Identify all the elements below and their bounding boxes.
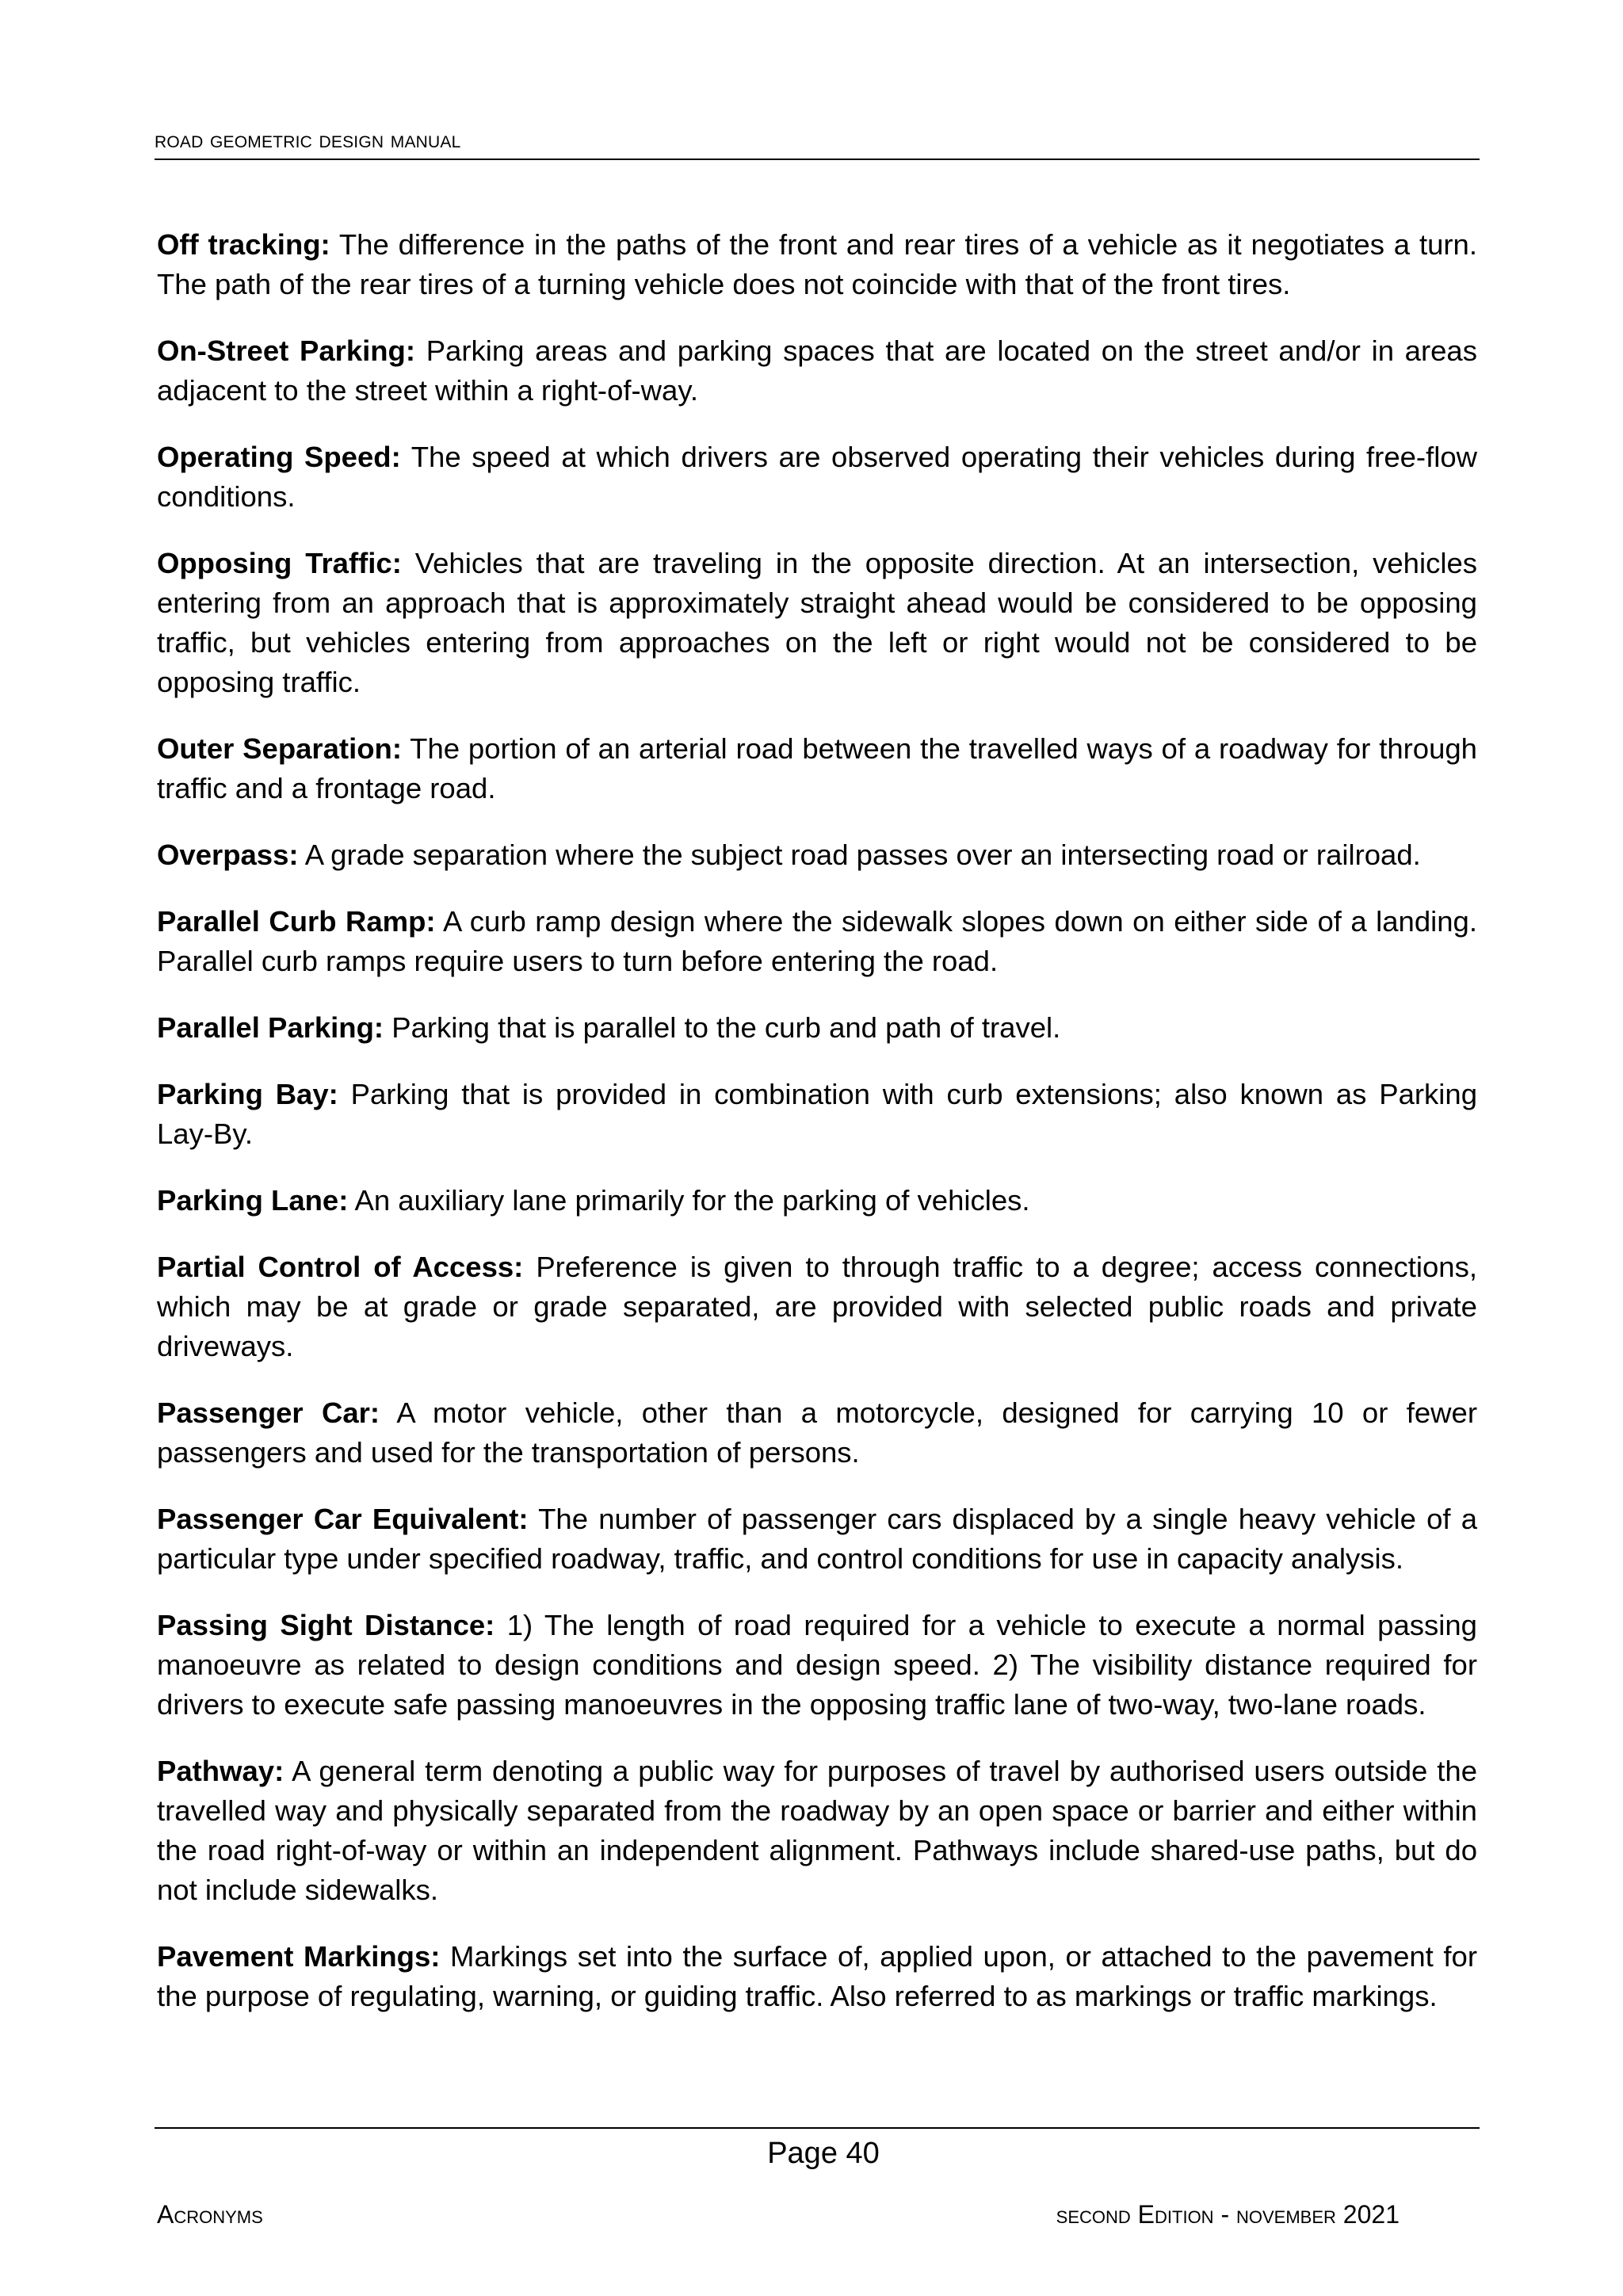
glossary-entry	[157, 1181, 1477, 1221]
glossary-definition: Vehicles that are traveling in the opposite direction. At an intersection, vehicles entering from an approach that is approximately straight ahead would be considered to be opposing traffic, but vehicles entering from approaches on the left or right would not be considered to be opposing traffic.	[157, 547, 1477, 698]
glossary-definition: A curb ramp design where the sidewalk slopes down on either side of a landing. Parallel curb ramps require users to turn before entering the road.	[157, 905, 1477, 977]
glossary-term: Parking Lane:	[157, 1184, 349, 1217]
glossary-definition: The portion of an arterial road between the travelled ways of a roadway for through traffic and a frontage road.	[157, 732, 1477, 804]
glossary-term: Opposing Traffic:	[157, 547, 402, 579]
glossary-definition: The speed at which drivers are observed operating their vehicles during free-flow conditions.	[157, 441, 1477, 513]
glossary-term: Passenger Car:	[157, 1396, 380, 1429]
glossary-definition: A grade separation where the subject road passes over an intersecting road or railroad.	[304, 839, 1421, 871]
glossary-term: Parking Bay:	[157, 1078, 338, 1110]
glossary-definition: A motor vehicle, other than a motorcycle, designed for carrying 10 or fewer passengers and used for the transportation of persons.	[157, 1396, 1477, 1469]
glossary-definition: Markings set into the surface of, applied upon, or attached to the pavement for the purpose of regulating, warning, or guiding traffic. Also referred to as markings or traffic markings.	[157, 1940, 1477, 2012]
glossary-entry	[157, 1247, 1477, 1366]
glossary-term: Outer Separation:	[157, 732, 402, 765]
glossary-term: Parallel Curb Ramp:	[157, 905, 436, 938]
glossary-entry	[157, 1937, 1477, 2016]
glossary-entry	[157, 1075, 1477, 1154]
glossary-entry	[157, 1606, 1477, 1725]
glossary-definition: Parking that is parallel to the curb and path of travel.	[391, 1011, 1061, 1044]
glossary-term: Overpass:	[157, 839, 299, 871]
glossary-entry	[157, 331, 1477, 411]
glossary-term: Passing Sight Distance:	[157, 1609, 495, 1641]
footer-section-label: Acronyms	[157, 2200, 263, 2229]
glossary-definition: Parking that is provided in combination with curb extensions; also known as Parking Lay-By.	[157, 1078, 1477, 1150]
glossary-entry	[157, 437, 1477, 517]
glossary-term: Off tracking:	[157, 228, 330, 261]
glossary-definition: An auxiliary lane primarily for the parking of vehicles.	[354, 1184, 1030, 1217]
page-number: Page 40	[767, 2137, 880, 2170]
glossary-entry	[157, 729, 1477, 808]
glossary-term: Operating Speed:	[157, 441, 401, 473]
glossary-definition: 1) The length of road required for a vehicle to execute a normal passing manoeuvre as related to design conditions and design speed. 2) The visibility distance required for drivers to execute safe passing manoeuvres in the opposing traffic lane of two-way, two-lane roads.	[157, 1609, 1477, 1721]
glossary-entry	[157, 835, 1477, 875]
glossary-term: Passenger Car Equivalent:	[157, 1503, 529, 1535]
glossary-term: Pavement Markings:	[157, 1940, 441, 1973]
glossary-term: Partial Control of Access:	[157, 1251, 524, 1283]
glossary-definition: A general term denoting a public way for purposes of travel by authorised users outside the travelled way and physically separated from the roadway by an open space or barrier and either within the road right-of-way or within an independent alignment. Pathways include shared-use paths, but do not include sidewalks.	[157, 1755, 1477, 1906]
glossary-definition: The number of passenger cars displaced by a single heavy vehicle of a particular type under specified roadway, traffic, and control conditions for use in capacity analysis.	[157, 1503, 1477, 1575]
glossary-entry	[157, 1393, 1477, 1473]
glossary-entry	[157, 1008, 1477, 1048]
glossary-definition: Parking areas and parking spaces that are located on the street and/or in areas adjacent to the street within a right-of-way.	[157, 334, 1477, 407]
running-header	[155, 127, 1480, 160]
glossary-content	[157, 225, 1477, 2043]
footer-edition-label: second Edition - november 2021	[1056, 2200, 1400, 2229]
glossary-entry	[157, 225, 1477, 304]
glossary-entry	[157, 902, 1477, 981]
glossary-definition: The difference in the paths of the front and rear tires of a vehicle as it negotiates a turn. The path of the rear tires of a turning vehicle does not coincide with that of the front tires.	[157, 228, 1477, 300]
footer-divider	[155, 2127, 1480, 2129]
header-title: road geometric design manual	[155, 127, 461, 153]
glossary-entry	[157, 1499, 1477, 1579]
glossary-term: Pathway:	[157, 1755, 285, 1787]
glossary-entry	[157, 1752, 1477, 1910]
glossary-term: Parallel Parking:	[157, 1011, 384, 1044]
glossary-entry	[157, 544, 1477, 702]
glossary-definition: Preference is given to through traffic to a degree; access connections, which may be at grade or grade separated, are provided with selected public roads and private driveways.	[157, 1251, 1477, 1362]
glossary-term: On-Street Parking:	[157, 334, 416, 367]
